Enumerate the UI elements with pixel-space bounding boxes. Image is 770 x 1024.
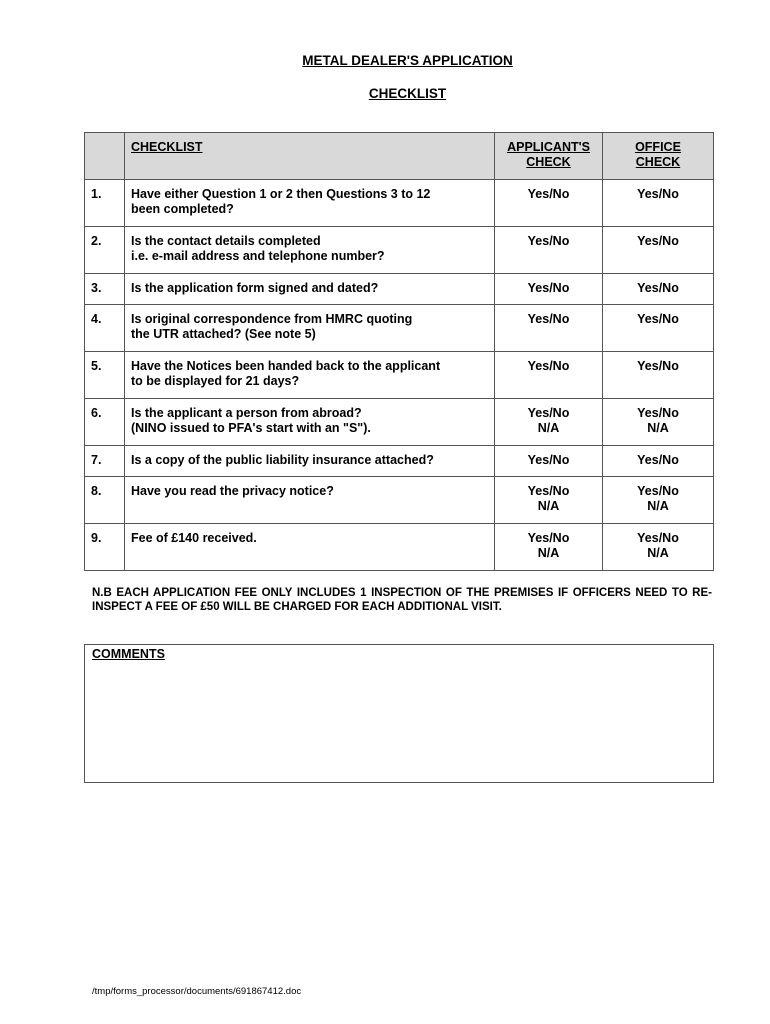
table-row [85,180,714,227]
office-check-cell[interactable]: Yes/No [603,305,714,352]
applicant-check-cell[interactable]: Yes/No [495,274,603,305]
row-number: 7. [85,446,125,477]
row-question: Is a copy of the public liability insurance attached? [125,446,495,477]
row-number: 4. [85,305,125,352]
row-number: 8. [85,477,125,524]
comments-label: COMMENTS [92,647,165,661]
checklist-table [84,132,714,571]
applicant-check-cell[interactable]: Yes/No N/A [495,399,603,446]
applicant-check-cell[interactable]: Yes/No N/A [495,477,603,524]
row-question: Is original correspondence from HMRC quoting the UTR attached? (See note 5) [125,305,495,352]
row-number: 6. [85,399,125,446]
header-num-cell [85,133,125,180]
office-check-cell[interactable]: Yes/No N/A [603,524,714,571]
row-question: Is the contact details completed i.e. e-mail address and telephone number? [125,227,495,274]
footer-file-path: /tmp/forms_processor/documents/691867412.doc [92,986,302,997]
office-check-cell[interactable]: Yes/No [603,352,714,399]
office-check-cell[interactable]: Yes/No [603,274,714,305]
header-checklist: CHECKLIST [125,133,495,180]
table-row [85,446,714,477]
applicant-check-cell[interactable]: Yes/No [495,352,603,399]
table-row [85,274,714,305]
table-row [85,352,714,399]
office-check-cell[interactable]: Yes/No N/A [603,477,714,524]
row-number: 1. [85,180,125,227]
row-question: Is the applicant a person from abroad? (NINO issued to PFA's start with an "S"). [125,399,495,446]
table-header-row [85,133,714,180]
table-row [85,305,714,352]
header-applicant-check: APPLICANT'S CHECK [495,133,603,180]
row-question: Is the application form signed and dated? [125,274,495,305]
table-row [85,399,714,446]
office-check-cell[interactable]: Yes/No [603,180,714,227]
row-question: Fee of £140 received. [125,524,495,571]
office-check-cell[interactable]: Yes/No [603,446,714,477]
page-subtitle: CHECKLIST [368,86,447,101]
row-number: 5. [85,352,125,399]
applicant-check-cell[interactable]: Yes/No [495,180,603,227]
office-check-cell[interactable]: Yes/No N/A [603,399,714,446]
row-number: 9. [85,524,125,571]
row-number: 3. [85,274,125,305]
applicant-check-cell[interactable]: Yes/No [495,227,603,274]
comments-field[interactable] [84,644,714,783]
applicant-check-cell[interactable]: Yes/No N/A [495,524,603,571]
table-row [85,524,714,571]
header-office-check: OFFICE CHECK [603,133,714,180]
row-question: Have either Question 1 or 2 then Questions 3 to 12 been completed? [125,180,495,227]
table-row [85,477,714,524]
row-question: Have you read the privacy notice? [125,477,495,524]
row-number: 2. [85,227,125,274]
row-question: Have the Notices been handed back to the applicant to be displayed for 21 days? [125,352,495,399]
fee-note: N.B EACH APPLICATION FEE ONLY INCLUDES 1 INSPECTION OF THE PREMISES IF OFFICERS NEED TO RE-INSPECT A FEE OF £50 WILL BE CHARGED FOR EACH ADDITIONAL VISIT. [92,587,712,613]
table-row [85,227,714,274]
applicant-check-cell[interactable]: Yes/No [495,446,603,477]
office-check-cell[interactable]: Yes/No [603,227,714,274]
page-title: METAL DEALER'S APPLICATION [302,53,513,68]
applicant-check-cell[interactable]: Yes/No [495,305,603,352]
